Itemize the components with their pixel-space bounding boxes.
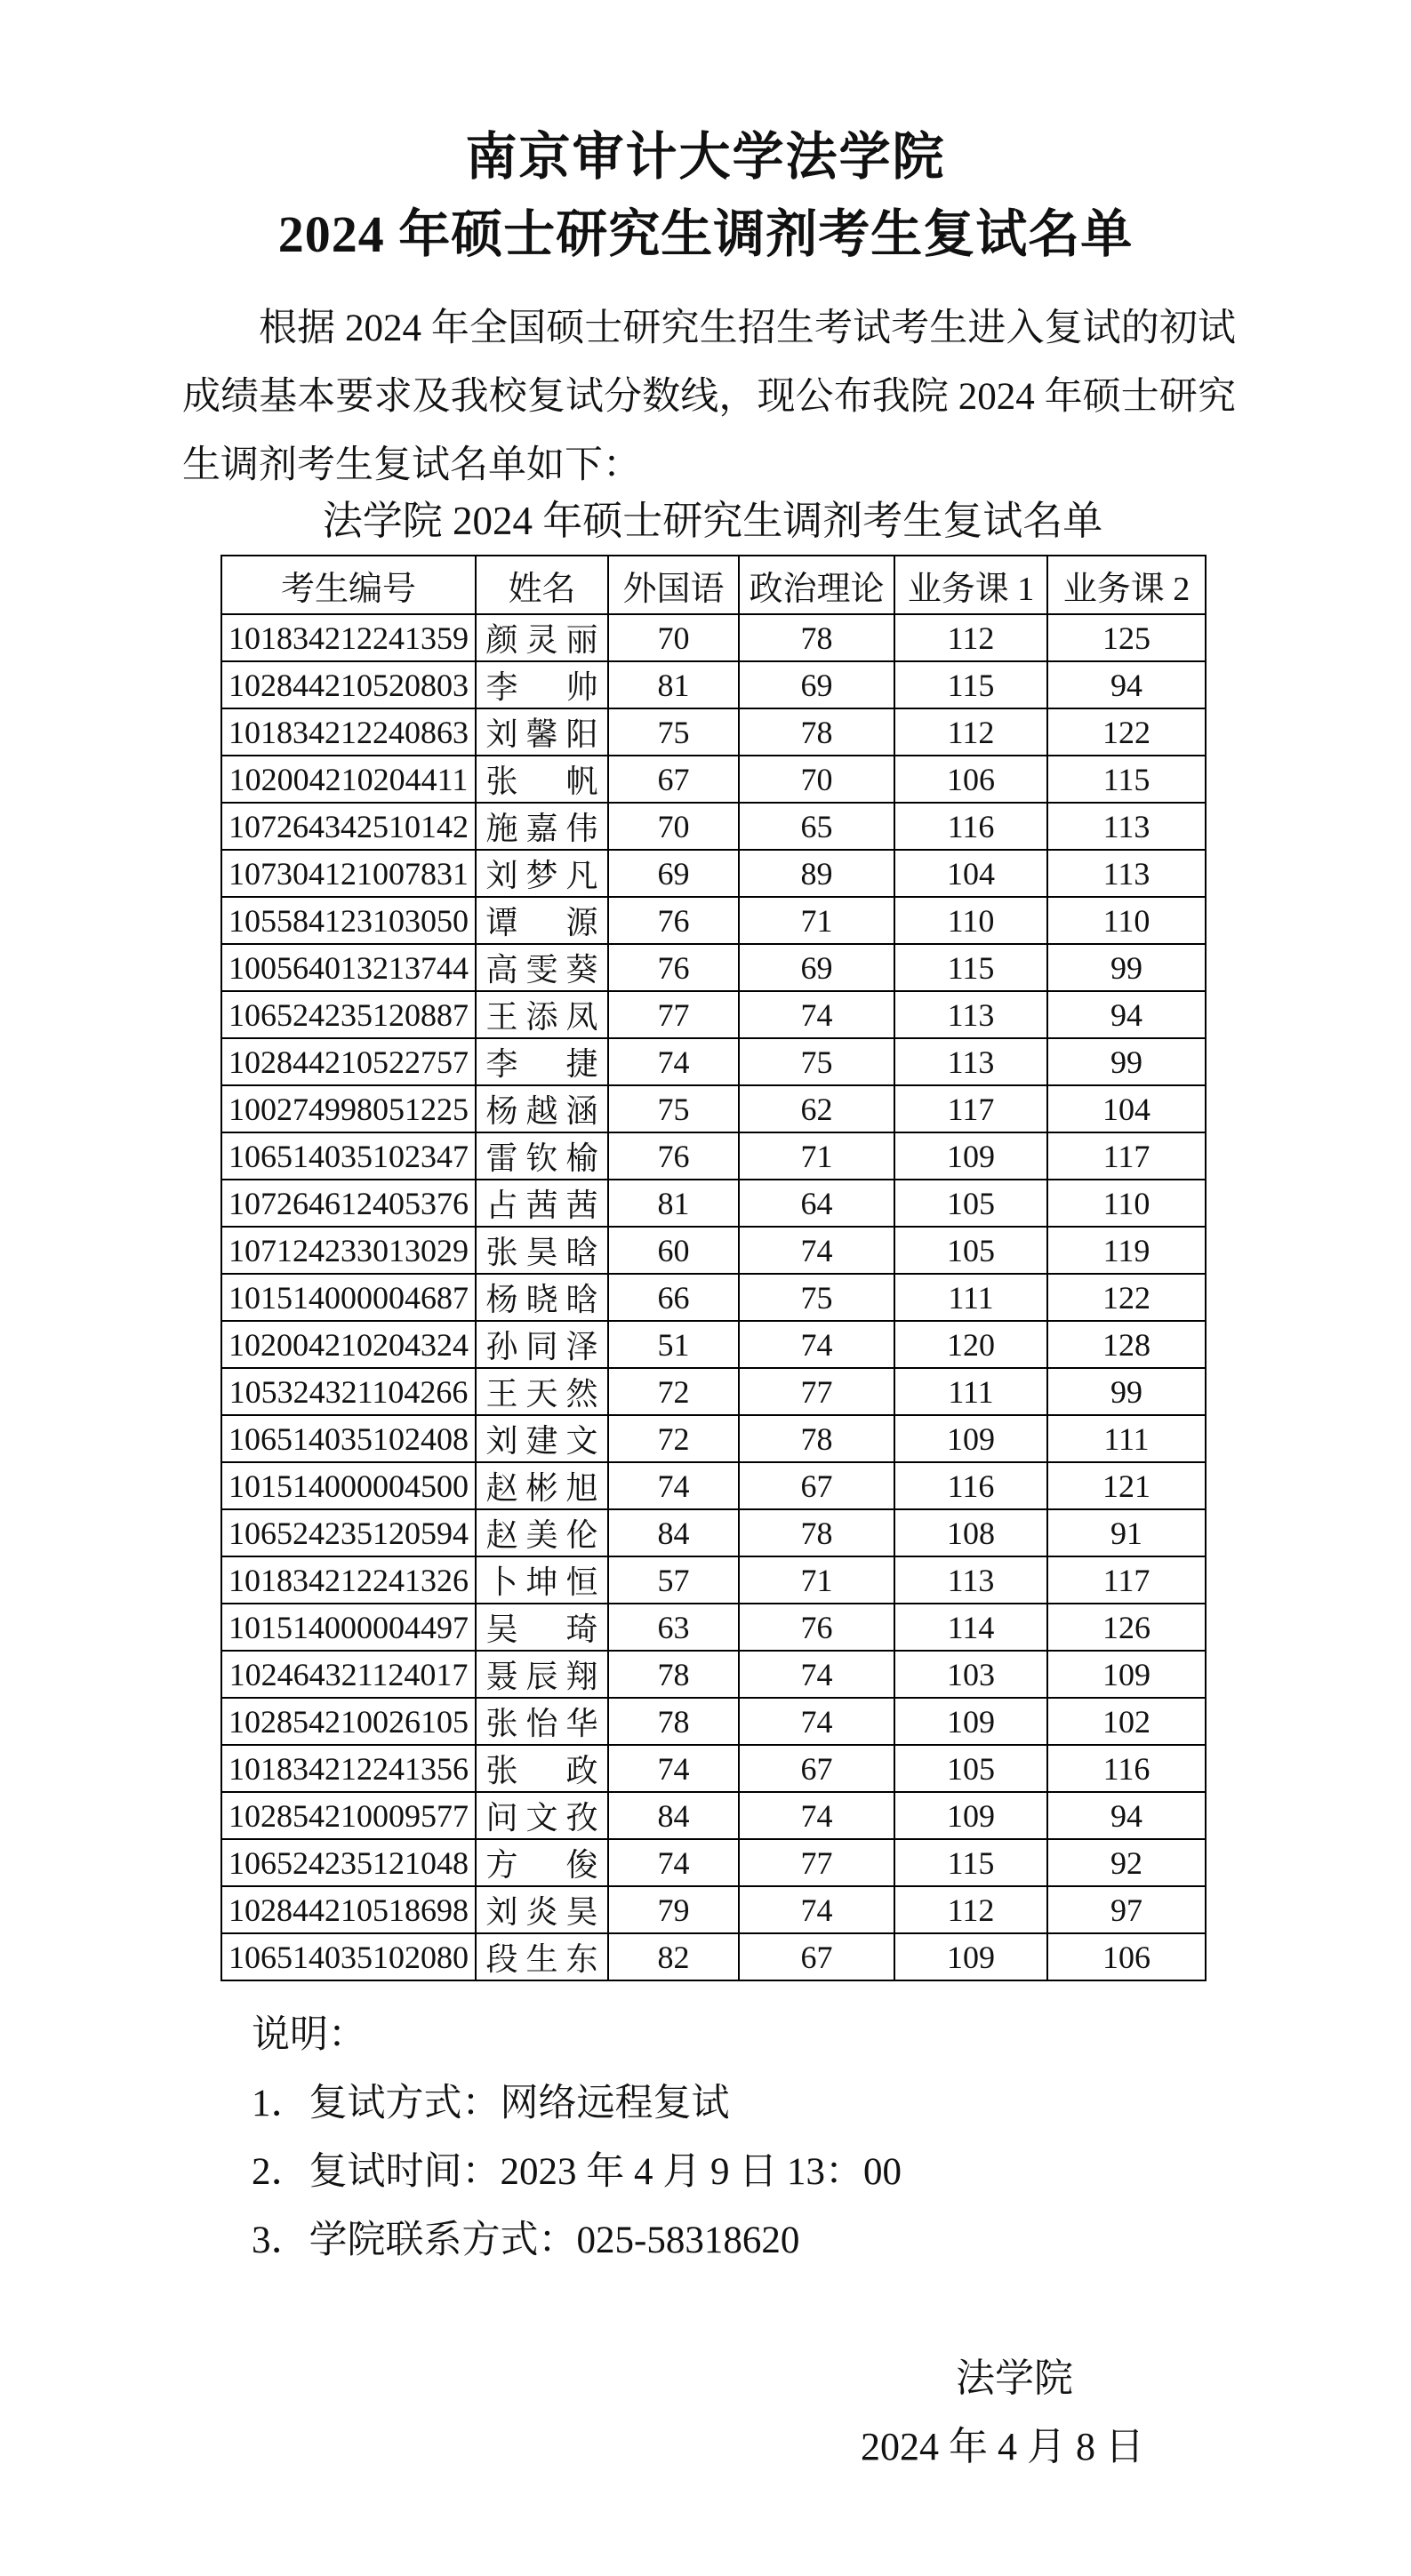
table-row: [221, 1180, 1206, 1227]
politics-cell: 71: [739, 897, 894, 944]
course2-cell: 94: [1047, 991, 1206, 1038]
course2-cell: 110: [1047, 897, 1206, 944]
course1-cell: 116: [894, 803, 1047, 850]
course1-cell: 113: [894, 991, 1047, 1038]
table-row: [221, 614, 1206, 661]
politics-cell: 77: [739, 1839, 894, 1886]
foreign-language-cell: 79: [608, 1886, 739, 1933]
col-header-course1: 业务课 1: [894, 556, 1047, 614]
notes-section: [252, 2001, 1411, 2275]
table-row: [221, 897, 1206, 944]
candidate-id-cell: 102844210520803: [221, 661, 476, 708]
candidate-id-cell: 102004210204411: [221, 756, 476, 803]
course2-cell: 117: [1047, 1556, 1206, 1604]
candidate-id-cell: 106524235121048: [221, 1839, 476, 1886]
table-row: [221, 756, 1206, 803]
course2-cell: 119: [1047, 1227, 1206, 1274]
name-cell: [476, 1415, 608, 1462]
candidate-id-cell: 106514035102347: [221, 1132, 476, 1180]
course1-cell: 108: [894, 1509, 1047, 1556]
politics-cell: 89: [739, 850, 894, 897]
candidate-name: 吴琦: [485, 1612, 598, 1648]
candidate-name: 问文孜: [485, 1800, 598, 1836]
table-body: [221, 614, 1206, 1980]
candidate-id-cell: 102004210204324: [221, 1321, 476, 1368]
course1-cell: 105: [894, 1180, 1047, 1227]
course2-cell: 97: [1047, 1886, 1206, 1933]
foreign-language-cell: 74: [608, 1745, 739, 1792]
politics-cell: 69: [739, 661, 894, 708]
candidate-id-cell: 107264612405376: [221, 1180, 476, 1227]
course1-cell: 103: [894, 1651, 1047, 1698]
course1-cell: 116: [894, 1462, 1047, 1509]
foreign-language-cell: 75: [608, 708, 739, 756]
candidate-name: 张帆: [485, 764, 598, 800]
politics-cell: 71: [739, 1556, 894, 1604]
foreign-language-cell: 69: [608, 850, 739, 897]
foreign-language-cell: 70: [608, 803, 739, 850]
foreign-language-cell: 84: [608, 1792, 739, 1839]
name-cell: [476, 1745, 608, 1792]
table-row: [221, 1745, 1206, 1792]
course2-cell: 111: [1047, 1415, 1206, 1462]
col-header-politics: 政治理论: [739, 556, 894, 614]
course1-cell: 112: [894, 708, 1047, 756]
politics-cell: 74: [739, 991, 894, 1038]
foreign-language-cell: 66: [608, 1274, 739, 1321]
table-row: [221, 1274, 1206, 1321]
course1-cell: 105: [894, 1745, 1047, 1792]
table-row: [221, 1886, 1206, 1933]
course1-cell: 111: [894, 1274, 1047, 1321]
candidate-name: 高雯葵: [485, 952, 598, 988]
politics-cell: 74: [739, 1321, 894, 1368]
name-cell: [476, 991, 608, 1038]
course2-cell: 117: [1047, 1132, 1206, 1180]
name-cell: [476, 1509, 608, 1556]
politics-cell: 75: [739, 1274, 894, 1321]
foreign-language-cell: 51: [608, 1321, 739, 1368]
note-item-1: 1．复试方式：网络远程复试: [252, 2083, 730, 2125]
course2-cell: 122: [1047, 708, 1206, 756]
col-header-name: 姓名: [476, 556, 608, 614]
name-cell: [476, 1038, 608, 1085]
candidate-id-cell: 107264342510142: [221, 803, 476, 850]
course1-cell: 115: [894, 944, 1047, 991]
foreign-language-cell: 74: [608, 1038, 739, 1085]
table-row: [221, 1462, 1206, 1509]
foreign-language-cell: 78: [608, 1698, 739, 1745]
politics-cell: 74: [739, 1227, 894, 1274]
name-cell: [476, 1462, 608, 1509]
course1-cell: 115: [894, 661, 1047, 708]
signature-block: [0, 2344, 1411, 2481]
candidate-id-cell: 101514000004497: [221, 1604, 476, 1651]
candidate-name: 谭源: [485, 905, 598, 941]
name-cell: [476, 708, 608, 756]
course2-cell: 104: [1047, 1085, 1206, 1132]
course2-cell: 94: [1047, 661, 1206, 708]
table-row: [221, 991, 1206, 1038]
candidate-name: 李帅: [485, 669, 598, 706]
candidate-name: 杨晓晗: [485, 1282, 598, 1318]
candidate-name: 卜坤恒: [485, 1564, 598, 1601]
candidate-id-cell: 101514000004687: [221, 1274, 476, 1321]
course2-cell: 110: [1047, 1180, 1206, 1227]
table-row: [221, 1698, 1206, 1745]
course2-cell: 113: [1047, 803, 1206, 850]
candidate-id-cell: 107124233013029: [221, 1227, 476, 1274]
table-row: [221, 1227, 1206, 1274]
politics-cell: 74: [739, 1886, 894, 1933]
table-row: [221, 1839, 1206, 1886]
document-title-line2: 2024 年硕士研究生调剂考生复试名单: [277, 204, 1134, 263]
name-cell: [476, 756, 608, 803]
intro-paragraph: 根据 2024 年全国硕士研究生招生考试考生进入复试的初试成绩基本要求及我校复试分数线，现公布我院 2024 年硕士研究生调剂考生复试名单如下：: [182, 308, 1236, 487]
table-row: [221, 1132, 1206, 1180]
course1-cell: 113: [894, 1556, 1047, 1604]
foreign-language-cell: 77: [608, 991, 739, 1038]
candidate-name: 王天然: [485, 1376, 598, 1412]
table-row: [221, 1038, 1206, 1085]
candidate-id-cell: 101834212240863: [221, 708, 476, 756]
foreign-language-cell: 70: [608, 614, 739, 661]
name-cell: [476, 1132, 608, 1180]
name-cell: [476, 803, 608, 850]
foreign-language-cell: 81: [608, 661, 739, 708]
course2-cell: 113: [1047, 850, 1206, 897]
foreign-language-cell: 67: [608, 756, 739, 803]
candidate-name: 王添凤: [485, 999, 598, 1036]
politics-cell: 64: [739, 1180, 894, 1227]
col-header-foreign-language: 外国语: [608, 556, 739, 614]
name-cell: [476, 1792, 608, 1839]
foreign-language-cell: 81: [608, 1180, 739, 1227]
table-row: [221, 1933, 1206, 1980]
candidate-id-cell: 105324321104266: [221, 1368, 476, 1415]
candidate-id-cell: 102844210518698: [221, 1886, 476, 1933]
notes-title: 说明：: [252, 2014, 366, 2057]
table-row: [221, 661, 1206, 708]
table-row: [221, 1651, 1206, 1698]
name-cell: [476, 1180, 608, 1227]
foreign-language-cell: 74: [608, 1462, 739, 1509]
course1-cell: 104: [894, 850, 1047, 897]
course2-cell: 92: [1047, 1839, 1206, 1886]
politics-cell: 71: [739, 1132, 894, 1180]
politics-cell: 78: [739, 708, 894, 756]
table-row: [221, 1556, 1206, 1604]
course1-cell: 109: [894, 1415, 1047, 1462]
course2-cell: 106: [1047, 1933, 1206, 1980]
name-cell: [476, 1698, 608, 1745]
course1-cell: 115: [894, 1839, 1047, 1886]
politics-cell: 74: [739, 1792, 894, 1839]
candidate-name: 刘炎昊: [485, 1894, 598, 1931]
candidate-name: 张怡华: [485, 1706, 598, 1742]
candidate-name: 刘建文: [485, 1423, 598, 1460]
note-item-3: 3．学院联系方式：025-58318620: [252, 2220, 800, 2262]
name-cell: [476, 944, 608, 991]
name-cell: [476, 661, 608, 708]
politics-cell: 62: [739, 1085, 894, 1132]
politics-cell: 67: [739, 1462, 894, 1509]
foreign-language-cell: 60: [608, 1227, 739, 1274]
table-row: [221, 803, 1206, 850]
politics-cell: 65: [739, 803, 894, 850]
name-cell: [476, 1839, 608, 1886]
politics-cell: 67: [739, 1745, 894, 1792]
politics-cell: 70: [739, 756, 894, 803]
course2-cell: 109: [1047, 1651, 1206, 1698]
politics-cell: 74: [739, 1651, 894, 1698]
foreign-language-cell: 74: [608, 1839, 739, 1886]
course2-cell: 99: [1047, 1368, 1206, 1415]
name-cell: [476, 1933, 608, 1980]
candidate-name: 施嘉伟: [485, 811, 598, 847]
candidate-name: 聂辰翔: [485, 1659, 598, 1695]
politics-cell: 78: [739, 614, 894, 661]
candidate-id-cell: 102854210026105: [221, 1698, 476, 1745]
table-row: [221, 1604, 1206, 1651]
table-row: [221, 1792, 1206, 1839]
name-cell: [476, 1651, 608, 1698]
name-cell: [476, 1556, 608, 1604]
candidate-score-table: [220, 555, 1207, 1981]
candidate-name: 刘馨阳: [485, 716, 598, 753]
course1-cell: 109: [894, 1132, 1047, 1180]
note-item-2: 2．复试时间：2023 年 4 月 9 日 13：00: [252, 2151, 902, 2194]
document-title-line1: 南京审计大学法学院: [465, 128, 946, 186]
foreign-language-cell: 82: [608, 1933, 739, 1980]
candidate-id-cell: 105584123103050: [221, 897, 476, 944]
course2-cell: 128: [1047, 1321, 1206, 1368]
course1-cell: 109: [894, 1792, 1047, 1839]
course1-cell: 114: [894, 1604, 1047, 1651]
candidate-id-cell: 101514000004500: [221, 1462, 476, 1509]
candidate-id-cell: 106514035102080: [221, 1933, 476, 1980]
politics-cell: 69: [739, 944, 894, 991]
name-cell: [476, 614, 608, 661]
course2-cell: 91: [1047, 1509, 1206, 1556]
table-row: [221, 1368, 1206, 1415]
course1-cell: 112: [894, 614, 1047, 661]
foreign-language-cell: 63: [608, 1604, 739, 1651]
course1-cell: 113: [894, 1038, 1047, 1085]
foreign-language-cell: 76: [608, 897, 739, 944]
course2-cell: 94: [1047, 1792, 1206, 1839]
course1-cell: 110: [894, 897, 1047, 944]
course1-cell: 117: [894, 1085, 1047, 1132]
name-cell: [476, 1886, 608, 1933]
col-header-candidate-id: 考生编号: [221, 556, 476, 614]
candidate-id-cell: 100274998051225: [221, 1085, 476, 1132]
candidate-id-cell: 102854210009577: [221, 1792, 476, 1839]
foreign-language-cell: 75: [608, 1085, 739, 1132]
course2-cell: 116: [1047, 1745, 1206, 1792]
politics-cell: 78: [739, 1415, 894, 1462]
course2-cell: 102: [1047, 1698, 1206, 1745]
course1-cell: 120: [894, 1321, 1047, 1368]
signature-department: 法学院: [956, 2356, 1073, 2401]
course2-cell: 126: [1047, 1604, 1206, 1651]
name-cell: [476, 897, 608, 944]
course2-cell: 122: [1047, 1274, 1206, 1321]
candidate-name: 赵彬旭: [485, 1470, 598, 1507]
name-cell: [476, 850, 608, 897]
course2-cell: 99: [1047, 1038, 1206, 1085]
table-row: [221, 708, 1206, 756]
candidate-id-cell: 107304121007831: [221, 850, 476, 897]
candidate-id-cell: 102464321124017: [221, 1651, 476, 1698]
name-cell: [476, 1321, 608, 1368]
course2-cell: 115: [1047, 756, 1206, 803]
candidate-id-cell: 101834212241326: [221, 1556, 476, 1604]
col-header-course2: 业务课 2: [1047, 556, 1206, 614]
course1-cell: 111: [894, 1368, 1047, 1415]
course1-cell: 109: [894, 1698, 1047, 1745]
name-cell: [476, 1085, 608, 1132]
candidate-id-cell: 106524235120887: [221, 991, 476, 1038]
candidate-name: 雷钦榆: [485, 1140, 598, 1177]
politics-cell: 78: [739, 1509, 894, 1556]
table-row: [221, 1509, 1206, 1556]
course2-cell: 125: [1047, 614, 1206, 661]
table-row: [221, 1415, 1206, 1462]
candidate-name: 方俊: [485, 1847, 598, 1884]
table-caption: 法学院 2024 年硕士研究生调剂考生复试名单: [322, 499, 1103, 544]
foreign-language-cell: 84: [608, 1509, 739, 1556]
politics-cell: 67: [739, 1933, 894, 1980]
foreign-language-cell: 72: [608, 1415, 739, 1462]
candidate-name: 颜灵丽: [485, 622, 598, 659]
foreign-language-cell: 76: [608, 1132, 739, 1180]
candidate-name: 段生东: [485, 1941, 598, 1978]
candidate-name: 张政: [485, 1753, 598, 1789]
candidate-id-cell: 100564013213744: [221, 944, 476, 991]
candidate-name: 刘梦凡: [485, 858, 598, 894]
candidate-id-cell: 106514035102408: [221, 1415, 476, 1462]
signature-date: 2024 年 4 月 8 日: [861, 2425, 1144, 2469]
politics-cell: 77: [739, 1368, 894, 1415]
politics-cell: 76: [739, 1604, 894, 1651]
course1-cell: 105: [894, 1227, 1047, 1274]
candidate-id-cell: 102844210522757: [221, 1038, 476, 1085]
course1-cell: 112: [894, 1886, 1047, 1933]
foreign-language-cell: 57: [608, 1556, 739, 1604]
table-header-row: [221, 556, 1206, 614]
candidate-name: 占茜茜: [485, 1188, 598, 1224]
table-row: [221, 1085, 1206, 1132]
name-cell: [476, 1368, 608, 1415]
course1-cell: 106: [894, 756, 1047, 803]
name-cell: [476, 1274, 608, 1321]
foreign-language-cell: 76: [608, 944, 739, 991]
candidate-name: 赵美伦: [485, 1517, 598, 1554]
foreign-language-cell: 72: [608, 1368, 739, 1415]
candidate-id-cell: 106524235120594: [221, 1509, 476, 1556]
course2-cell: 121: [1047, 1462, 1206, 1509]
candidate-name: 张昊晗: [485, 1235, 598, 1271]
candidate-id-cell: 101834212241356: [221, 1745, 476, 1792]
candidate-id-cell: 101834212241359: [221, 614, 476, 661]
candidate-name: 杨越涵: [485, 1093, 598, 1130]
politics-cell: 74: [739, 1698, 894, 1745]
course2-cell: 99: [1047, 944, 1206, 991]
course1-cell: 109: [894, 1933, 1047, 1980]
table-row: [221, 850, 1206, 897]
table-row: [221, 944, 1206, 991]
candidate-name: 孙同泽: [485, 1329, 598, 1365]
name-cell: [476, 1227, 608, 1274]
name-cell: [476, 1604, 608, 1651]
candidate-name: 李捷: [485, 1046, 598, 1083]
politics-cell: 75: [739, 1038, 894, 1085]
table-row: [221, 1321, 1206, 1368]
foreign-language-cell: 78: [608, 1651, 739, 1698]
